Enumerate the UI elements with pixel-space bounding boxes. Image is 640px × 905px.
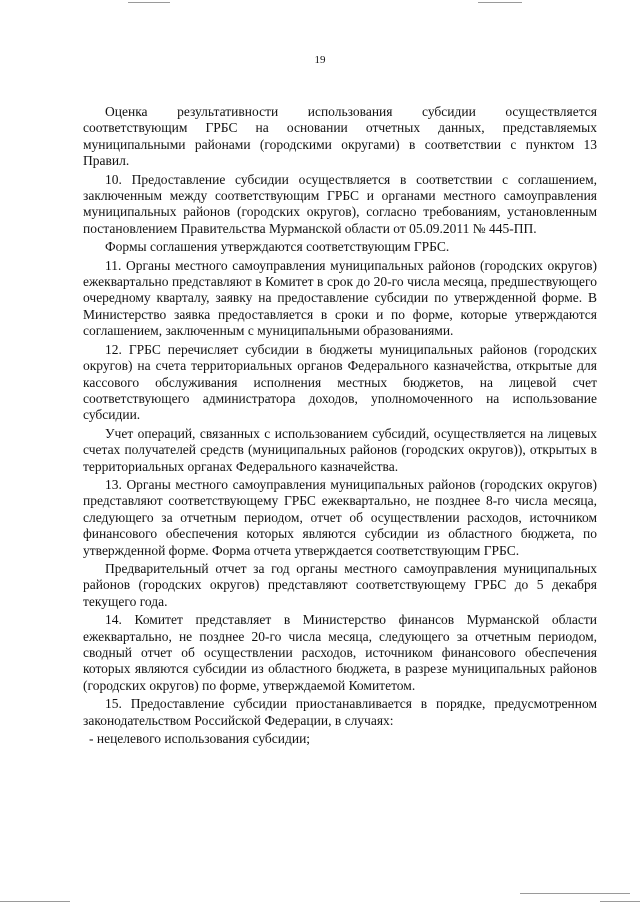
scan-artifact-line [600,901,640,902]
paragraph: 15. Предоставление субсидии приостанавливается в порядке, предусмотренном законодательством Российской Федерации, в случаях: [83,696,597,728]
scan-artifact-line [478,2,522,3]
paragraph: Предварительный отчет за год органы местного самоуправления муниципальных районов (городских округов) представляют соответствующему ГРБС до 5 декабря текущего года. [83,560,597,609]
paragraph: Учет операций, связанных с использованием субсидий, осуществляется на лицевых счетах получателей средств (муниципальных районов (городских округов)), открытых в территориальных органах Федерального казначейства. [83,425,597,474]
list-item: - нецелевого использования субсидии; [89,731,311,747]
paragraph: 10. Предоставление субсидии осуществляется в соответствии с соглашением, заключенным между соответствующим ГРБС и органами местного самоуправления муниципальных районов (городских округов), согласно требованиям, установленным постановлением Правительства Мурманской области от 05.09.2011 № 445-ПП. [83,171,597,236]
paragraph: 13. Органы местного самоуправления муниципальных районов (городских округов) представляют соответствующему ГРБС ежеквартально, не позднее 8-го числа месяца, следующего за отчетным периодом, отчет об осуществлении расходов, источником финансового обеспечения которых являются субсидии из областного бюджета, по утвержденной форме. Форма отчета утверждается соответствующим ГРБС. [83,476,597,558]
scan-artifact-line [128,2,170,3]
page-number: 19 [314,54,326,66]
scan-artifact-line [0,901,70,902]
paragraph: Формы соглашения утверждаются соответствующим ГРБС. [105,239,450,255]
paragraph: 12. ГРБС перечисляет субсидии в бюджеты муниципальных районов (городских округов) на счета территориальных органов Федерального казначейства, открытые для кассового обслуживания исполнения местных бюджетов, на лицевой счет соответствующего администратора доходов, уполномоченного на использование субсидии. [83,341,597,423]
paragraph: 11. Органы местного самоуправления муниципальных районов (городских округов) ежеквартально представляют в Комитет в срок до 20-го числа месяца, предшествующего очередному кварталу, заявку на предоставление субсидии по утвержденной форме. В Министерство заявка предоставляется в сроки и по форме, которые утверждаются соглашением, заключенным с муниципальными образованиями. [83,257,597,339]
paragraph: 14. Комитет представляет в Министерство финансов Мурманской области ежеквартально, не позднее 20-го числа месяца, следующего за отчетным периодом, сводный отчет об осуществлении расходов, источником финансового обеспечения которых являются субсидии из областного бюджета, в разрезе муниципальных районов (городских округов) по форме, утверждаемой Комитетом. [83,612,597,693]
paragraph: Оценка результативности использования субсидии осуществляется соответствующим ГРБС на основании отчетных данных, представляемых муниципальными районами (городскими округами) в соответствии с пунктом 13 Правил. [83,104,597,169]
scan-artifact-line [520,893,630,894]
document-body [83,104,597,747]
